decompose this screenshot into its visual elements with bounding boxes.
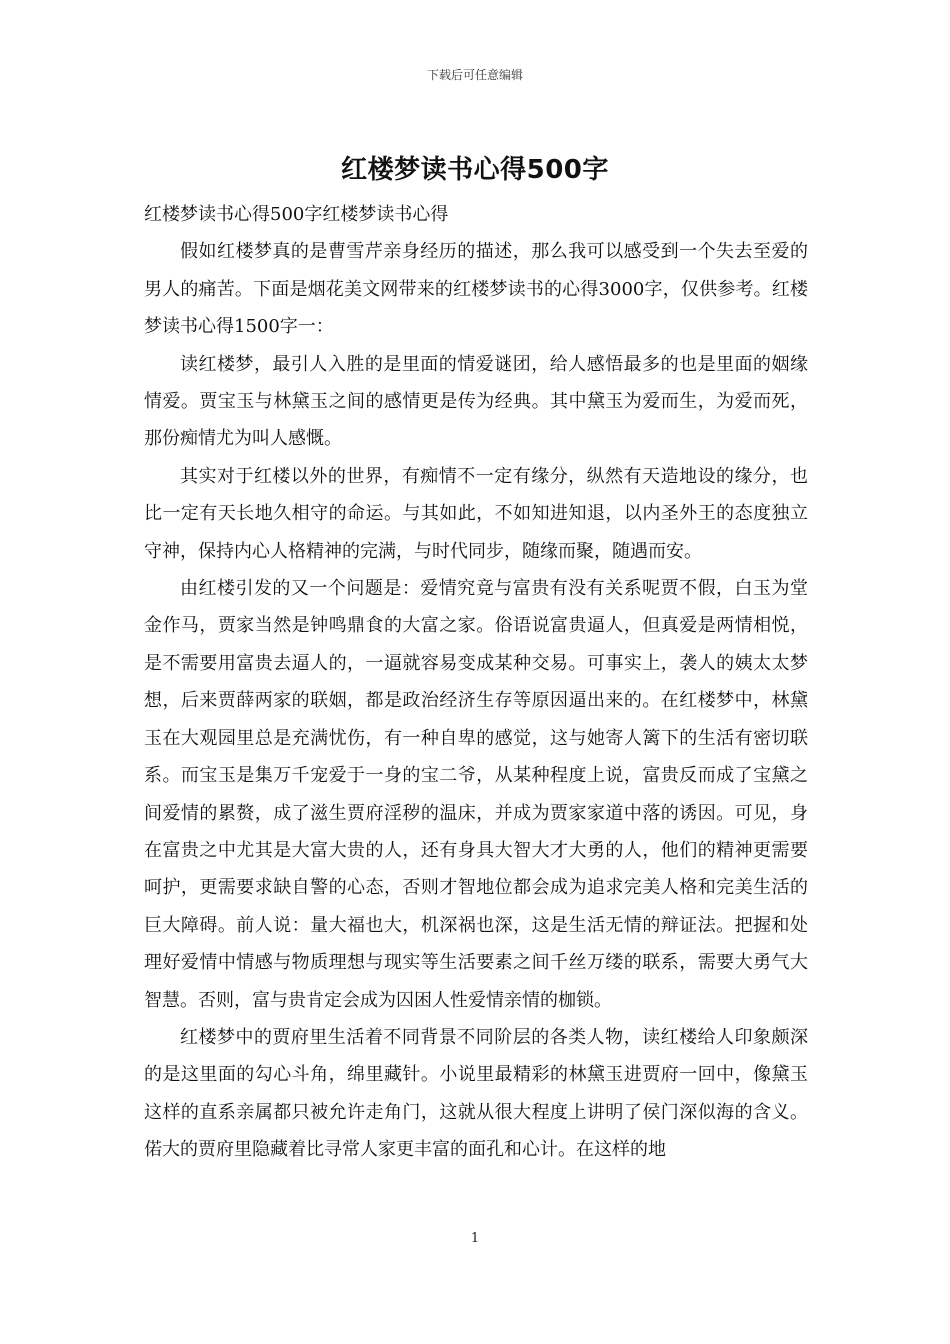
- page-header: 下载后可任意编辑: [426, 68, 523, 82]
- document-title: 红楼梦读书心得500字: [341, 155, 609, 185]
- subtitle-paragraph: 红楼梦读书心得500字红楼梦读书心得: [144, 204, 449, 225]
- body-paragraph: 由红楼引发的又一个问题是：爱情究竟与富贵有没有关系呢贾不假，白玉为堂金作马，贾家当然是钟鸣鼎食的大富之家。俗语说富贵逼人，但真爱是两情相悦，是不需要用富贵去逼人的，一逼就容易变成某种交易。可事实上，袭人的姨太太梦想，后来贾薛两家的联姻，都是政治经济生存等原因逼出来的。在红楼梦中，林黛玉在大观园里总是充满忧伤，有一种自卑的感觉，这与她寄人篱下的生活有密切联系。而宝玉是集万千宠爱于一身的宝二爷，从某种程度上说，富贵反而成了宝黛之间爱情的累赘，成了滋生贾府淫秽的温床，并成为贾家家道中落的诱因。可见，身在富贵之中尤其是大富大贵的人，还有身具大智大才大勇的人，他们的精神更需要呵护，更需要求缺自警的心态，否则才智地位都会成为追求完美人格和完美生活的巨大障碍。前人说：量大福也大，机深祸也深，这是生活无情的辩证法。把握和处理好爱情中情感与物质理想与现实等生活要素之间千丝万缕的联系，需要大勇气大智慧。否则，富与贵肯定会成为囚困人性爱情亲情的枷锁。: [144, 578, 808, 1011]
- document-body: [144, 196, 808, 1169]
- body-paragraph: 读红楼梦，最引人入胜的是里面的情爱谜团，给人感悟最多的也是里面的姻缘情爱。贾宝玉与林黛玉之间的感情更是传为经典。其中黛玉为爱而生，为爱而死，那份痴情尤为叫人感慨。: [144, 353, 808, 450]
- body-paragraph: 其实对于红楼以外的世界，有痴情不一定有缘分，纵然有天造地设的缘分，也比一定有天长地久相守的命运。与其如此，不如知进知退，以内圣外王的态度独立守神，保持内心人格精神的完满，与时代同步，随缘而聚，随遇而安。: [144, 465, 808, 562]
- body-paragraph: 红楼梦中的贾府里生活着不同背景不同阶层的各类人物，读红楼给人印象颇深的是这里面的勾心斗角，绵里藏针。小说里最精彩的林黛玉进贾府一回中，像黛玉这样的直系亲属都只被允许走角门，这就从很大程度上讲明了侯门深似海的含义。偌大的贾府里隐藏着比寻常人家更丰富的面孔和心计。在这样的地: [144, 1026, 808, 1161]
- body-paragraph: 假如红楼梦真的是曹雪芹亲身经历的描述，那么我可以感受到一个失去至爱的男人的痛苦。下面是烟花美文网带来的红楼梦读书的心得3000字，仅供参考。红楼梦读书心得1500字一：: [144, 241, 808, 338]
- page-number: 1: [470, 1231, 480, 1246]
